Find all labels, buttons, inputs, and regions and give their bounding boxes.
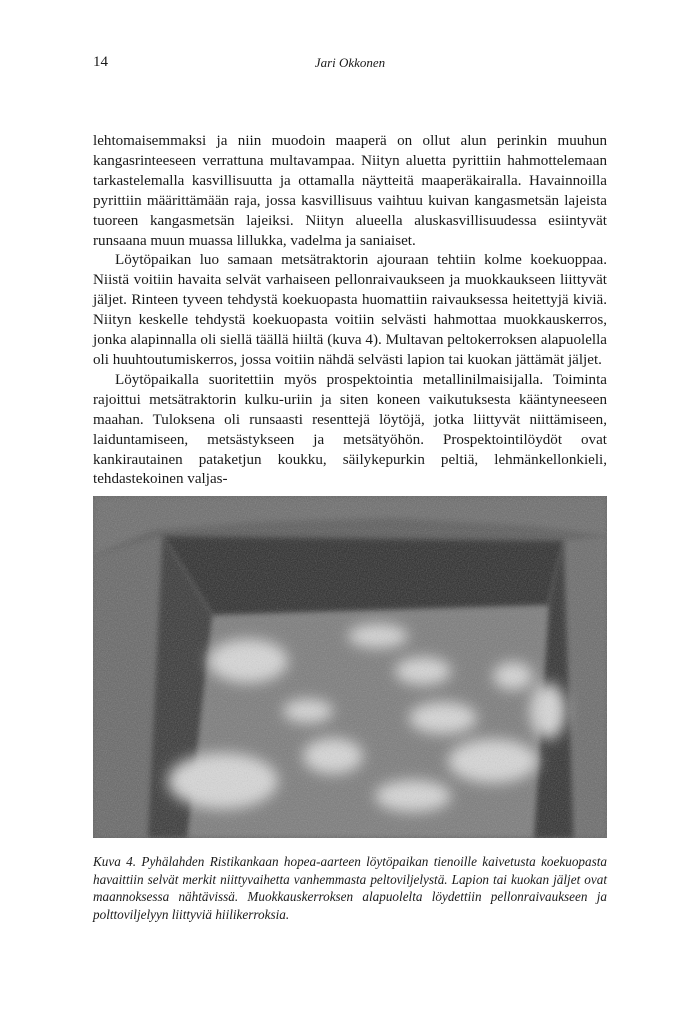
paragraph-2: Löytöpaikan luo samaan metsätraktorin ajouraan tehtiin kolme koekuoppaa. Niistä voitiin havaita selvät varhaiseen pellonraivaukseen ja muokkaukseen liittyvät jäljet. Rinteen tyveen tehdystä koekuopasta huomattiin raivauksessa heitettyjä kiviä. Niityn keskelle tehdystä koekuopasta voitiin selvästi hahmottaa muokkauskerros, jonka alapinnalla oli siellä täällä hiiltä (kuva 4). Multavan peltokerroksen alapuolella oli huuhtoutumiskerros, jossa voitiin nähdä selvästi lapion tai kuokan jättämät jäljet. — [93, 252, 607, 368]
figure-caption: Kuva 4. Pyhälahden Ristikankaan hopea-aarteen löytöpaikan tienoille kaivetusta koekuopasta havaittiin selvät merkit niittyvaihetta vanhemmasta peltoviljelystä. Lapion tai kuokan jäljet ovat maannoksessa nähtävissä. Muokkauskerroksen alapuolelta löydettiin pellonraivaukseen ja polttoviljelyyn liittyviä hiilikerroksia. — [93, 854, 607, 923]
running-head: Jari Okkonen — [314, 55, 386, 70]
test-pit-photo — [93, 496, 607, 838]
body-text — [93, 132, 607, 490]
paragraph-1: lehtomaisemmaksi ja niin muodoin maaperä on ollut alun perinkin muuhun kangasrinteeseen verrattuna multavampaa. Niityn aluetta pyrittiin hahmottelemaan tarkastelemalla kasvillisuutta ja ottamalla näytteitä maaperäkairalla. Havainnoilla pyrittiin määrittämään raja, jossa kasvillisuus vaihtuu kuivan kangasmetsän lajeista tuoreen kangasmetsän lajeiksi. Niityn alueella aluskasvillisuudessa esiintyvät runsaana muun muassa lillukka, vadelma ja saniaiset. — [93, 133, 607, 249]
page-number: 14 — [93, 54, 108, 70]
paragraph-3: Löytöpaikalla suoritettiin myös prospektointia metallinilmaisijalla. Toiminta rajoittui metsätraktorin kulku-uriin ja siten koneen vaikutuksesta kääntyneeseen maahan. Tuloksena oli runsaasti resenttejä löytöjä, jotka liittyvät niittämiseen, laiduntamiseen, metsästykseen ja metsätyöhön. Prospektointilöydöt ovat kankirautainen pataketjun koukku, säilykepurkin peltiä, lehmänkellonkieli, tehdastekoinen valjas- — [93, 371, 607, 488]
figure-photo — [93, 496, 607, 838]
